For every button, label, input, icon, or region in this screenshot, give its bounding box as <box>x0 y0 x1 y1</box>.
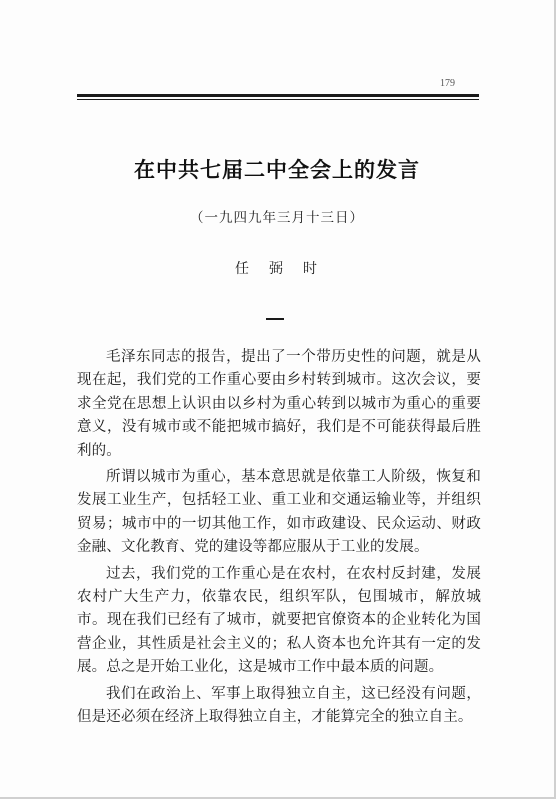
article-title: 在中共七届二中全会上的发言 <box>134 158 420 182</box>
article-body <box>77 346 481 730</box>
paragraph: 毛泽东同志的报告，提出了一个带历史性的问题，就是从现在起，我们党的工作重心要由乡村转到城市。这次会议，要求全党在思想上认识由以乡村为重心转到以城市为重心的重要意义，没有城市或不能把城市搞好，我们是不可能获得最后胜利的。 <box>77 349 481 459</box>
header-rule-thick <box>77 94 479 97</box>
paragraph: 过去，我们党的工作重心是在农村，在农村反封建，发展农村广大生产力，依靠农民，组织军队，包围城市，解放城市。现在我们已经有了城市，就要把官僚资本的企业转化为国营企业，其性质是社会主义的；私人资本也允许其有一定的发展。总之是开始工业化，这是城市工作中最本质的问题。 <box>77 565 481 676</box>
page-number: 179 <box>440 78 455 89</box>
article-author: 任弼时 <box>235 261 337 277</box>
paragraph: 我们在政治上、军事上取得独立自主，这已经没有问题，但是还必须在经济上取得独立自主，才能算完全的独立自主。 <box>77 685 481 726</box>
article-date: （一九四九年三月十三日） <box>190 210 364 226</box>
header-rule-thin <box>77 99 479 100</box>
paragraph: 所谓以城市为重心，基本意思就是依靠工人阶级，恢复和发展工业生产，包括轻工业、重工业和交通运输业等，并组织贸易；城市中的一切其他工作，如市政建设、民众运动、财政金融、文化教育、党的建设等都应服从于工业的发展。 <box>77 469 481 556</box>
section-number <box>266 318 284 320</box>
